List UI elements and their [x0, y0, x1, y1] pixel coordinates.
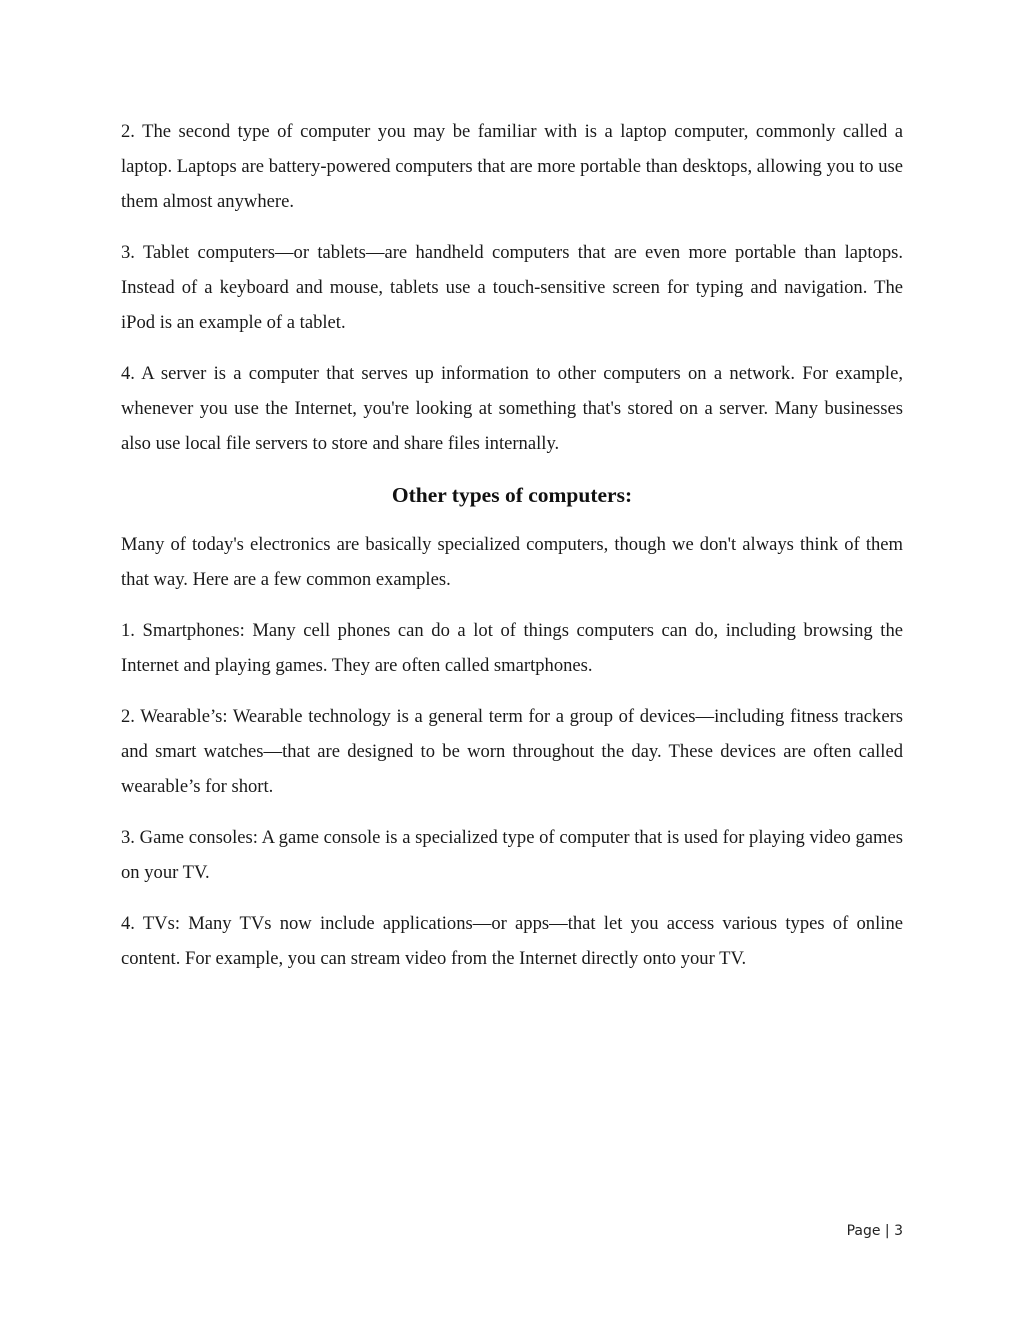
paragraph-intro-other-types: Many of today's electronics are basically specialized computers, though we don't always think of them that way. Here are a few common examples. — [121, 534, 903, 590]
paragraph-server: 4. A server is a computer that serves up information to other computers on a network. For example, whenever you use the Internet, you're looking at something that's stored on a server. Many businesses also use local file servers to store and share files internally. — [121, 363, 903, 454]
page-body — [121, 114, 903, 992]
paragraph-tablet: 3. Tablet computers—or tablets—are handheld computers that are even more portable than laptops. Instead of a keyboard and mouse, tablets use a touch-sensitive screen for typing and navigation. The iPod is an example of a tablet. — [121, 242, 903, 333]
paragraph-game-consoles: 3. Game consoles: A game console is a specialized type of computer that is used for playing video games on your TV. — [121, 827, 903, 883]
paragraph-wearables: 2. Wearable’s: Wearable technology is a general term for a group of devices—including fitness trackers and smart watches—that are designed to be worn throughout the day. These devices are often called wearable’s for short. — [121, 706, 903, 797]
paragraph-laptop: 2. The second type of computer you may be familiar with is a laptop computer, commonly called a laptop. Laptops are battery-powered computers that are more portable than desktops, allowing you to use them almost anywhere. — [121, 121, 903, 212]
page-number: Page | 3 — [846, 1223, 903, 1239]
paragraph-tvs: 4. TVs: Many TVs now include applications—or apps—that let you access various types of online content. For example, you can stream video from the Internet directly onto your TV. — [121, 913, 903, 969]
section-heading: Other types of computers: — [391, 483, 633, 507]
paragraph-smartphones: 1. Smartphones: Many cell phones can do a lot of things computers can do, including browsing the Internet and playing games. They are often called smartphones. — [121, 620, 903, 676]
